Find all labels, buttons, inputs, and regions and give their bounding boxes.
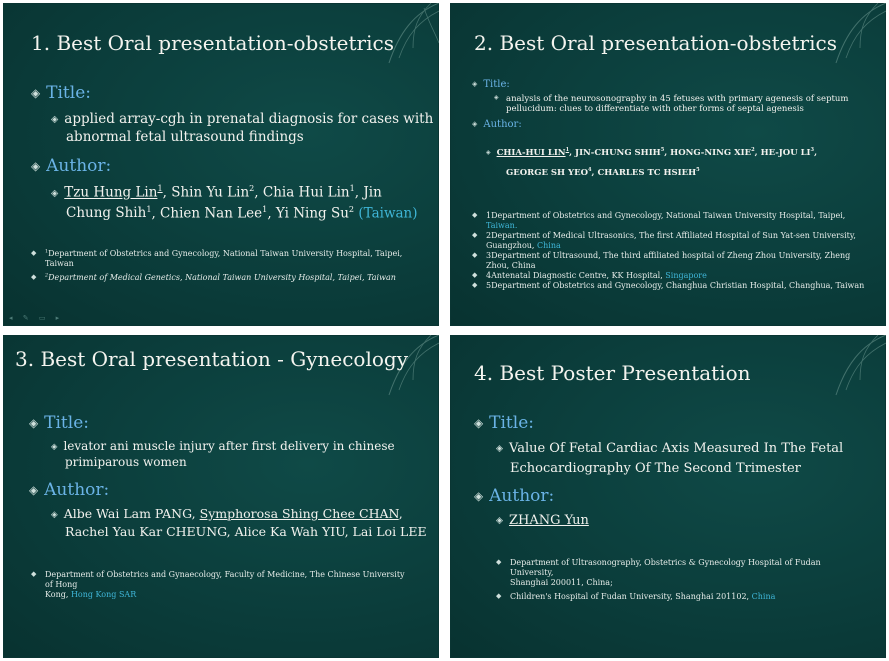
affiliations: ◆ 1Department of Obstetrics and Gynecology, National Taiwan University Hospital, Taipei, Taiwan. ◆ 2Department of Medical Ultrasonics, The first Affiliated Hospital of Sun Yat-sen University, Guangzhou, China ◆ 3Department of Ultrasound, The third affiliated hospital of Zheng Zhou University, Zheng Zhou, China ◆ 4Antenatal Diagnostic Centre, KK Hospital, Singapore ◆ 5Department of Obstetrics and Gynecology, Changhua Christian Hospital, Changhua, Taiwan	[472, 211, 865, 290]
diamond-bullet-icon: ◈	[29, 416, 39, 430]
slide-title: 4. Best Poster Presentation	[474, 361, 751, 385]
bullet-icon: ◆	[472, 281, 478, 289]
slide-1	[3, 3, 439, 326]
diamond-bullet-icon: ◈	[31, 86, 41, 100]
presentation-title: ◈ levator ani muscle injury after first delivery in chinese primiparous women	[51, 439, 395, 470]
presentation-title: ◈ applied array-cgh in prenatal diagnosis for cases with abnormal fetal ultrasound findings	[51, 111, 434, 146]
author-heading: ◈ Author:	[474, 486, 555, 506]
diamond-bullet-icon: ◈	[29, 483, 39, 497]
affiliations: ◆ Department of Obstetrics and Gynaecology, Faculty of Medicine, The Chinese University of Hong Kong, Hong Kong SAR	[31, 570, 405, 599]
diamond-bullet-icon: ◈	[486, 149, 491, 156]
author-heading: ◈ Author:	[472, 119, 522, 130]
author-heading: ◈ Author:	[31, 156, 112, 176]
diamond-bullet-icon: ◈	[51, 114, 59, 125]
slide-2	[450, 3, 886, 326]
slide-3	[3, 335, 439, 658]
bullet-icon: ◆	[472, 251, 478, 259]
bullet-icon: ◆	[472, 271, 478, 279]
title-heading: ◈ Title:	[474, 413, 534, 433]
affiliations: ◆ Department of Ultrasonography, Obstetrics & Gynecology Hospital of Fudan University, Shanghai 200011, China; ◆ Children's Hospital of Fudan University, Shanghai 201102, China	[496, 558, 821, 601]
bullet-icon: ◆	[472, 211, 478, 219]
diamond-bullet-icon: ◈	[474, 489, 484, 503]
slide-title: 2. Best Oral presentation-obstetrics	[474, 31, 837, 55]
bullet-icon: ◆	[472, 231, 478, 239]
diamond-bullet-icon: ◈	[496, 516, 503, 526]
slide-4	[450, 335, 886, 658]
diamond-bullet-icon: ◈	[472, 120, 478, 128]
diamond-bullet-icon: ◈	[51, 187, 59, 199]
bullet-icon: ◆	[31, 273, 37, 281]
affiliations: ◆ $^1$Department of Obstetrics and Gynecology, National Taiwan University Hospital, Taipei, Taiwan ◆ $^2$Department of Medical Genetics, National Taiwan University Hospital, Taipei, Taiwan	[31, 249, 403, 282]
title-heading: ◈ Title:	[31, 83, 91, 103]
author-list: ◈ CHIA-HUI LIN$^1$, JIN-CHUNG SHIH$^5$, HONG-NING XIE$^2$, HE-JOU $LI^3$, GEORGE SH YEO$^4$, CHARLES TC HSIEH$^5$	[486, 147, 818, 179]
diamond-bullet-icon: ◈	[51, 441, 58, 451]
bullet-icon: ◆	[496, 558, 502, 566]
diamond-bullet-icon: ◈	[51, 510, 58, 520]
slide-nav-controls[interactable]: ◂ ✎ ▭ ▸	[9, 314, 64, 322]
diamond-bullet-icon: ◈	[494, 94, 499, 101]
title-heading: ◈ Title:	[472, 79, 510, 90]
author-list: ◈ Tzu Hung Lin$^1$, Shin Yu Lin$^2$, Chia Hui Lin$^1$, Jin Chung Shih$^1$, Chien Nan Lee$^1$, Yi Ning Su$^2$ (Taiwan)	[51, 183, 418, 222]
author-list: ◈ ZHANG Yun	[496, 513, 589, 528]
presentation-title: ◈ analysis of the neurosonography in 45 fetuses with primary agenesis of septum pellucidum: clues to differentiate with other forms of septal agenesis	[494, 94, 849, 115]
diamond-bullet-icon: ◈	[472, 80, 478, 88]
bullet-icon: ◆	[31, 570, 37, 578]
diamond-bullet-icon: ◈	[474, 416, 484, 430]
bullet-icon: ◆	[31, 249, 37, 257]
slide-title: 1. Best Oral presentation-obstetrics	[31, 31, 394, 55]
diamond-bullet-icon: ◈	[496, 444, 503, 454]
diamond-bullet-icon: ◈	[31, 159, 41, 173]
bullet-icon: ◆	[496, 592, 502, 600]
slide-title: 3. Best Oral presentation - Gynecology	[15, 347, 409, 371]
author-list: ◈ Albe Wai Lam PANG, Symphorosa Shing Chee CHAN, Rachel Yau Kar CHEUNG, Alice Ka Wah YIU, Lai Loi LEE	[51, 506, 427, 540]
presentation-title: ◈ Value Of Fetal Cardiac Axis Measured In The Fetal Echocardiography Of The Second Trimester	[496, 441, 844, 476]
title-heading: ◈ Title:	[29, 413, 89, 433]
author-heading: ◈ Author:	[29, 480, 110, 500]
